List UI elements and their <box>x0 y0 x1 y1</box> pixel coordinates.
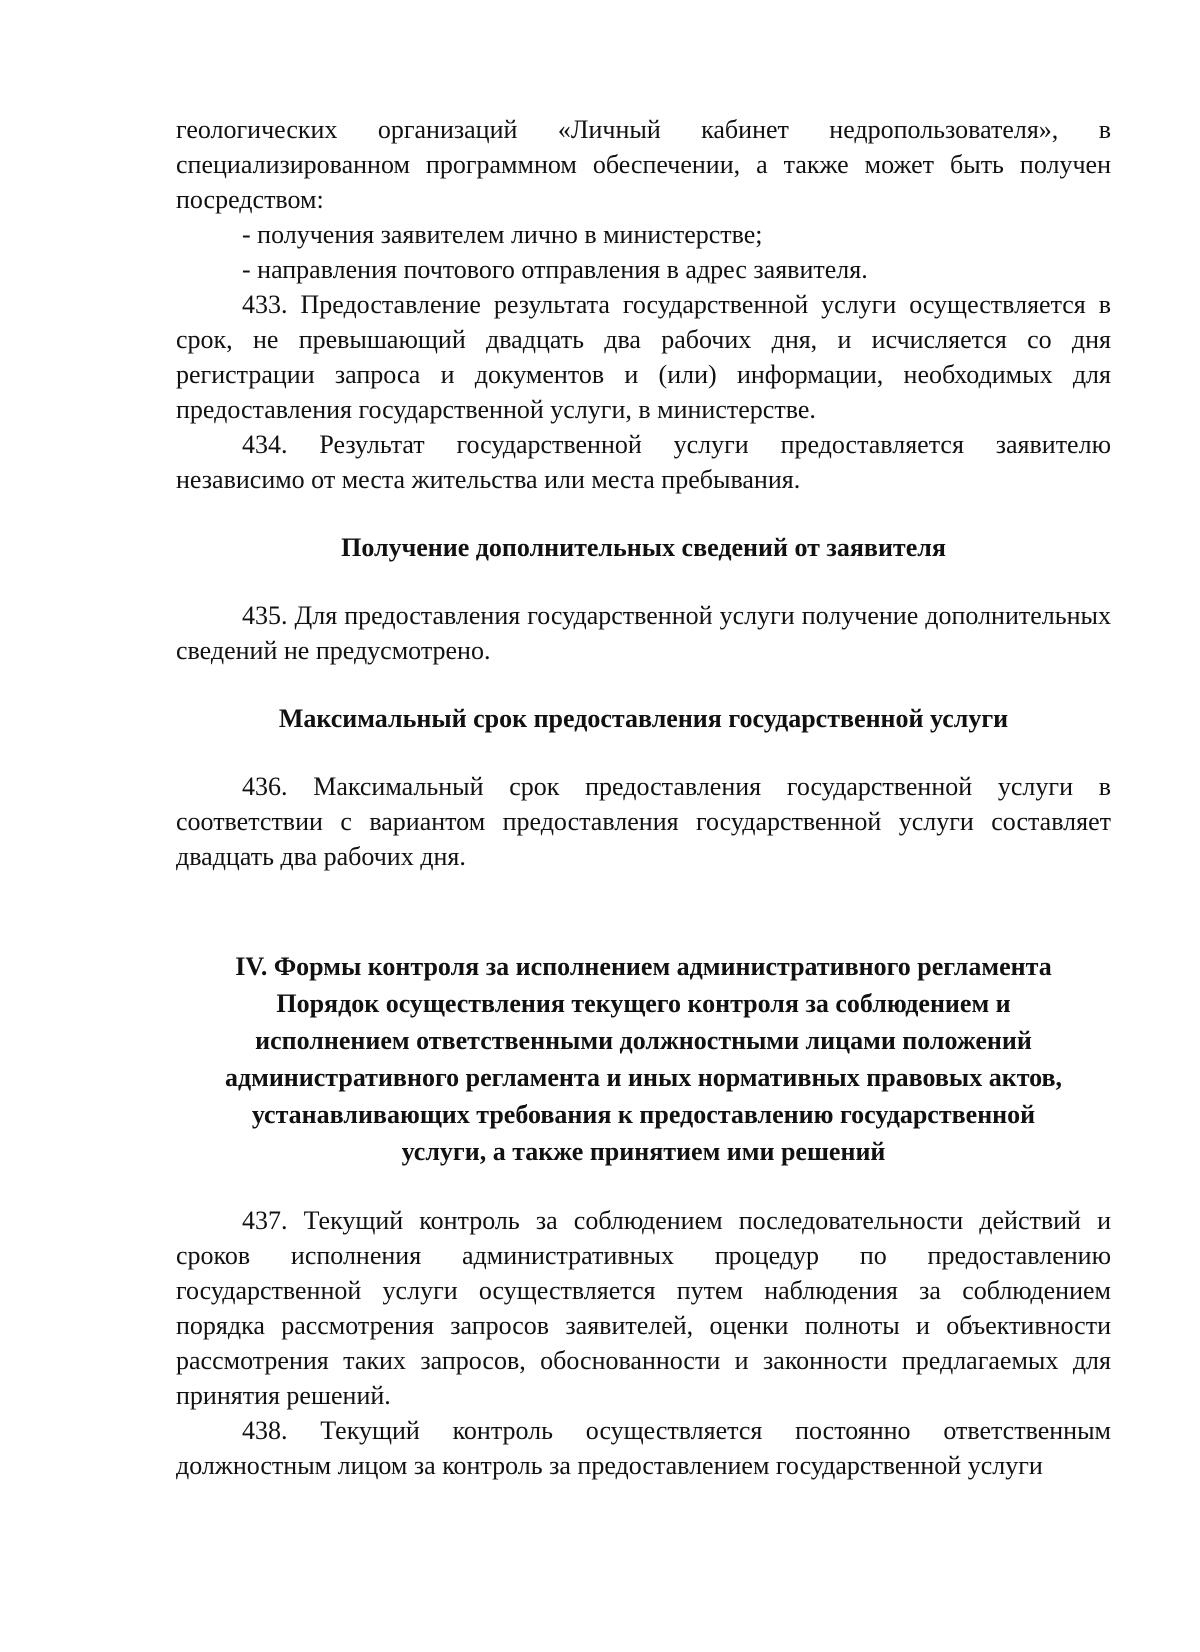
subsection-heading-line: устанавливающих требования к предоставлению государственной <box>251 1100 1036 1129</box>
paragraph-434: 434. Результат государственной услуги предоставляется заявителю независимо от места жительства или места пребывания. <box>176 430 1111 494</box>
subsection-heading-line: услуги, а также принятием ими решений <box>401 1137 886 1166</box>
paragraph-436: 436. Максимальный срок предоставления государственной услуги в соответствии с вариантом предоставления государственной услуги составляет двадцать два рабочих дня. <box>176 772 1111 871</box>
list-item-personal-receipt: - получения заявителем лично в министерстве; <box>242 220 763 249</box>
paragraph-433: 433. Предоставление результата государственной услуги осуществляется в срок, не превышающий двадцать два рабочих дня, и исчисляется со дня регистрации запроса и документов и (или) информации, необходимых для предоставления государственной услуги, в министерстве. <box>176 290 1111 424</box>
section-iv-title: IV. Формы контроля за исполнением административного регламента <box>235 952 1052 981</box>
list-item-postal-delivery: - направления почтового отправления в адрес заявителя. <box>242 255 868 284</box>
paragraph-438: 438. Текущий контроль осуществляется постоянно ответственным должностным лицом за контроль за предоставлением государственной услуги <box>176 1416 1111 1480</box>
subsection-heading-line: исполнением ответственными должностными лицами положений <box>255 1026 1032 1055</box>
subsection-heading-line: административного регламента и иных нормативных правовых актов, <box>224 1063 1063 1092</box>
heading-additional-info: Получение дополнительных сведений от заявителя <box>341 533 946 562</box>
paragraph-437: 437. Текущий контроль за соблюдением последовательности действий и сроков исполнения административных процедур по предоставлению государственной услуги осуществляется путем наблюдения за соблюдением порядка рассмотрения запросов заявителей, оценки полноты и объективности рассмотрения таких запросов, обоснованности и законности предлагаемых для принятия решений. <box>176 1206 1111 1410</box>
section-iv-heading <box>176 948 1111 1170</box>
document-page <box>176 112 1111 1483</box>
paragraph-continuation: геологических организаций «Личный кабинет недропользователя», в специализированном программном обеспечении, а также может быть получен посредством: <box>176 115 1111 214</box>
subsection-heading-line: Порядок осуществления текущего контроля за соблюдением и <box>276 989 1011 1018</box>
heading-max-term: Максимальный срок предоставления государственной услуги <box>278 704 1009 733</box>
paragraph-435: 435. Для предоставления государственной услуги получение дополнительных сведений не предусмотрено. <box>176 601 1111 665</box>
